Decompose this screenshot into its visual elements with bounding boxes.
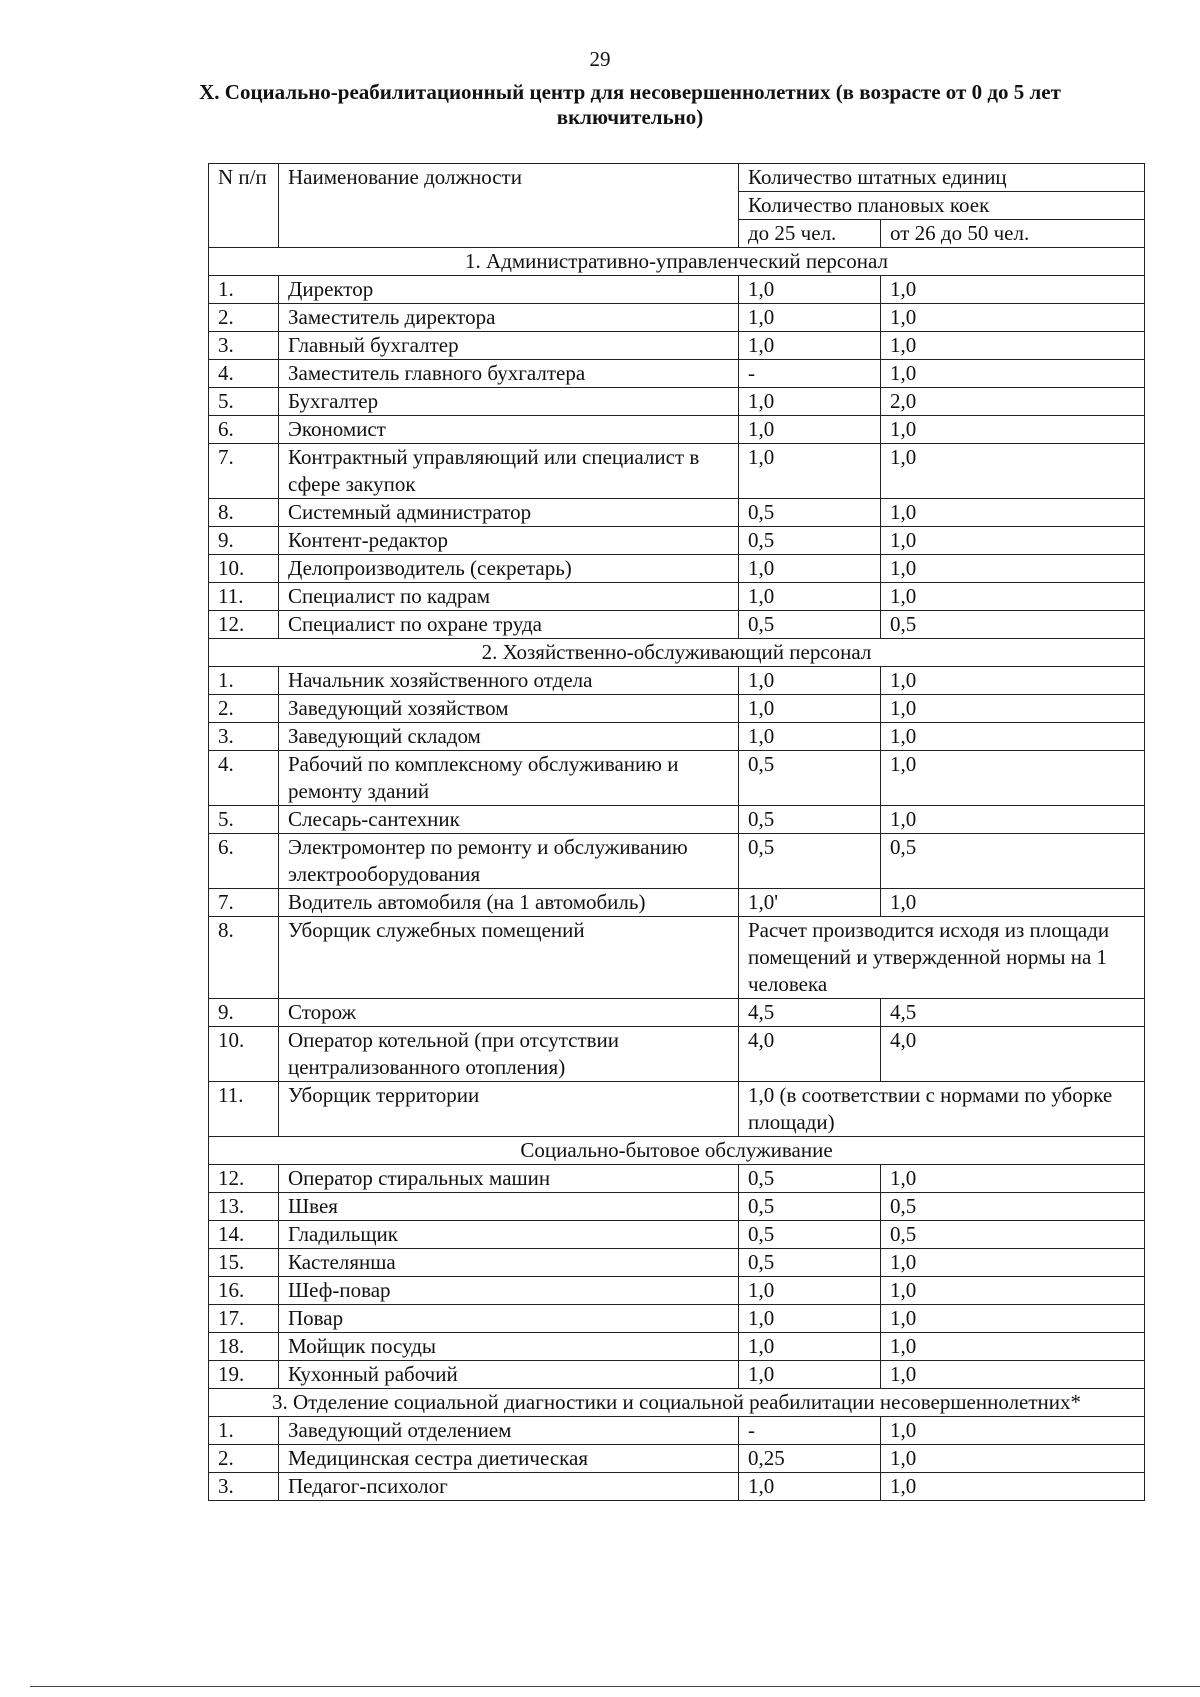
row-number: 11. <box>209 1082 279 1137</box>
units-up-to-25: 1,0 <box>739 444 881 499</box>
position-name: Кухонный рабочий <box>279 1361 739 1389</box>
position-name: Повар <box>279 1305 739 1333</box>
units-up-to-25: 0,5 <box>739 1221 881 1249</box>
units-26-to-50: 1,0 <box>881 1473 1145 1501</box>
units-26-to-50: 1,0 <box>881 555 1145 583</box>
table-header <box>209 164 1145 248</box>
row-number: 1. <box>209 667 279 695</box>
units-up-to-25: 1,0 <box>739 583 881 611</box>
units-26-to-50: 1,0 <box>881 444 1145 499</box>
units-26-to-50: 0,5 <box>881 611 1145 639</box>
position-name: Специалист по кадрам <box>279 583 739 611</box>
position-name: Системный администратор <box>279 499 739 527</box>
units-up-to-25: 4,0 <box>739 1027 881 1082</box>
position-name: Контрактный управляющий или специалист в сфере закупок <box>279 444 739 499</box>
units-26-to-50: 1,0 <box>881 1277 1145 1305</box>
position-name: Заместитель директора <box>279 304 739 332</box>
table-row <box>209 695 1145 723</box>
row-number: 3. <box>209 723 279 751</box>
table-body <box>209 248 1145 1501</box>
row-number: 18. <box>209 1333 279 1361</box>
table-row <box>209 416 1145 444</box>
row-number: 4. <box>209 751 279 806</box>
table-row <box>209 1249 1145 1277</box>
position-name: Слесарь-сантехник <box>279 806 739 834</box>
row-number: 1. <box>209 276 279 304</box>
row-number: 1. <box>209 1417 279 1445</box>
position-name: Экономист <box>279 416 739 444</box>
units-up-to-25: 1,0' <box>739 889 881 917</box>
row-number: 2. <box>209 304 279 332</box>
units-up-to-25: 1,0 <box>739 332 881 360</box>
units-26-to-50: 1,0 <box>881 695 1145 723</box>
table-row <box>209 611 1145 639</box>
units-26-to-50: 1,0 <box>881 527 1145 555</box>
units-up-to-25: 0,5 <box>739 834 881 889</box>
row-number: 2. <box>209 695 279 723</box>
table-row <box>209 583 1145 611</box>
section-header-row <box>209 1389 1145 1417</box>
table-row <box>209 1473 1145 1501</box>
units-26-to-50: 1,0 <box>881 1417 1145 1445</box>
units-up-to-25: 0,5 <box>739 1165 881 1193</box>
position-name: Контент-редактор <box>279 527 739 555</box>
units-26-to-50: 1,0 <box>881 723 1145 751</box>
document-title: X. Социально-реабилитационный центр для несовершеннолетних (в возрасте от 0 до 5 лет включительно) <box>199 80 1061 129</box>
position-name: Главный бухгалтер <box>279 332 739 360</box>
units-up-to-25: 1,0 <box>739 416 881 444</box>
table-row <box>209 1417 1145 1445</box>
table-row <box>209 1027 1145 1082</box>
header-col-a: до 25 чел. <box>739 220 881 248</box>
position-name: Мойщик посуды <box>279 1333 739 1361</box>
units-up-to-25: 1,0 <box>739 1305 881 1333</box>
units-26-to-50: 1,0 <box>881 667 1145 695</box>
page-number: 29 <box>589 47 611 71</box>
row-number: 10. <box>209 555 279 583</box>
units-up-to-25: 1,0 <box>739 667 881 695</box>
units-26-to-50: 1,0 <box>881 889 1145 917</box>
units-up-to-25: 1,0 <box>739 1473 881 1501</box>
row-number: 15. <box>209 1249 279 1277</box>
units-up-to-25: 1,0 <box>739 276 881 304</box>
position-name: Медицинская сестра диетическая <box>279 1445 739 1473</box>
row-number: 9. <box>209 999 279 1027</box>
units-26-to-50: 1,0 <box>881 1249 1145 1277</box>
units-26-to-50: 0,5 <box>881 1221 1145 1249</box>
staffing-table <box>208 163 1145 1501</box>
row-number: 5. <box>209 806 279 834</box>
position-name: Уборщик служебных помещений <box>279 917 739 999</box>
units-up-to-25: 1,0 <box>739 388 881 416</box>
table-row <box>209 917 1145 999</box>
table-row <box>209 555 1145 583</box>
table-row <box>209 276 1145 304</box>
units-26-to-50: 0,5 <box>881 834 1145 889</box>
position-name: Заведующий хозяйством <box>279 695 739 723</box>
units-up-to-25: 0,5 <box>739 1249 881 1277</box>
units-26-to-50: 1,0 <box>881 583 1145 611</box>
table-row <box>209 1221 1145 1249</box>
position-name: Уборщик территории <box>279 1082 739 1137</box>
units-26-to-50: 1,0 <box>881 360 1145 388</box>
units-up-to-25: 1,0 <box>739 1277 881 1305</box>
units-26-to-50: 1,0 <box>881 416 1145 444</box>
row-number: 7. <box>209 444 279 499</box>
position-name: Швея <box>279 1193 739 1221</box>
table-row <box>209 751 1145 806</box>
row-number: 6. <box>209 834 279 889</box>
header-position: Наименование должности <box>279 164 739 248</box>
merged-units-note: Расчет производится исходя из площади помещений и утвержденной нормы на 1 человека <box>739 917 1145 999</box>
units-up-to-25: 0,5 <box>739 611 881 639</box>
units-26-to-50: 1,0 <box>881 1333 1145 1361</box>
position-name: Заведующий отделением <box>279 1417 739 1445</box>
row-number: 10. <box>209 1027 279 1082</box>
row-number: 16. <box>209 1277 279 1305</box>
header-num: N п/п <box>209 164 279 248</box>
units-26-to-50: 4,0 <box>881 1027 1145 1082</box>
table-row <box>209 332 1145 360</box>
units-up-to-25: 1,0 <box>739 695 881 723</box>
units-26-to-50: 2,0 <box>881 388 1145 416</box>
units-up-to-25: 1,0 <box>739 1333 881 1361</box>
row-number: 4. <box>209 360 279 388</box>
units-up-to-25: 1,0 <box>739 1361 881 1389</box>
units-up-to-25: 0,25 <box>739 1445 881 1473</box>
units-26-to-50: 1,0 <box>881 1165 1145 1193</box>
section-header-row <box>209 1137 1145 1165</box>
row-number: 2. <box>209 1445 279 1473</box>
table-row <box>209 527 1145 555</box>
table-row <box>209 667 1145 695</box>
position-name: Заместитель главного бухгалтера <box>279 360 739 388</box>
table-row <box>209 889 1145 917</box>
units-26-to-50: 0,5 <box>881 1193 1145 1221</box>
section-header-row <box>209 639 1145 667</box>
header-planned-beds: Количество плановых коек <box>739 192 1145 220</box>
table-row <box>209 388 1145 416</box>
position-name: Директор <box>279 276 739 304</box>
row-number: 12. <box>209 1165 279 1193</box>
row-number: 11. <box>209 583 279 611</box>
table-row <box>209 1082 1145 1137</box>
units-up-to-25: 1,0 <box>739 723 881 751</box>
table-row <box>209 1361 1145 1389</box>
position-name: Бухгалтер <box>279 388 739 416</box>
units-26-to-50: 1,0 <box>881 1445 1145 1473</box>
row-number: 3. <box>209 1473 279 1501</box>
position-name: Рабочий по комплексному обслуживанию и ремонту зданий <box>279 751 739 806</box>
units-up-to-25: 1,0 <box>739 304 881 332</box>
row-number: 12. <box>209 611 279 639</box>
section-title: 2. Хозяйственно-обслуживающий персонал <box>209 639 1145 667</box>
row-number: 13. <box>209 1193 279 1221</box>
position-name: Заведующий складом <box>279 723 739 751</box>
table-row <box>209 723 1145 751</box>
units-up-to-25: 4,5 <box>739 999 881 1027</box>
table-row <box>209 304 1145 332</box>
table-row <box>209 806 1145 834</box>
units-up-to-25: 0,5 <box>739 527 881 555</box>
row-number: 19. <box>209 1361 279 1389</box>
position-name: Педагог-психолог <box>279 1473 739 1501</box>
position-name: Кастелянша <box>279 1249 739 1277</box>
table-row <box>209 1193 1145 1221</box>
row-number: 8. <box>209 917 279 999</box>
units-26-to-50: 4,5 <box>881 999 1145 1027</box>
position-name: Начальник хозяйственного отдела <box>279 667 739 695</box>
units-26-to-50: 1,0 <box>881 751 1145 806</box>
units-up-to-25: - <box>739 1417 881 1445</box>
units-up-to-25: 0,5 <box>739 499 881 527</box>
row-number: 7. <box>209 889 279 917</box>
table-row <box>209 834 1145 889</box>
units-26-to-50: 1,0 <box>881 332 1145 360</box>
table-row <box>209 1305 1145 1333</box>
units-up-to-25: 1,0 <box>739 555 881 583</box>
position-name: Оператор котельной (при отсутствии централизованного отопления) <box>279 1027 739 1082</box>
row-number: 5. <box>209 388 279 416</box>
table-row <box>209 1165 1145 1193</box>
table-row <box>209 1277 1145 1305</box>
position-name: Специалист по охране труда <box>279 611 739 639</box>
table-row <box>209 444 1145 499</box>
merged-units-note: 1,0 (в соответствии с нормами по уборке площади) <box>739 1082 1145 1137</box>
position-name: Делопроизводитель (секретарь) <box>279 555 739 583</box>
table-row <box>209 360 1145 388</box>
row-number: 3. <box>209 332 279 360</box>
units-26-to-50: 1,0 <box>881 499 1145 527</box>
units-up-to-25: 0,5 <box>739 806 881 834</box>
section-header-row <box>209 248 1145 276</box>
units-26-to-50: 1,0 <box>881 1361 1145 1389</box>
table-row <box>209 1333 1145 1361</box>
units-26-to-50: 1,0 <box>881 276 1145 304</box>
units-up-to-25: 0,5 <box>739 1193 881 1221</box>
position-name: Оператор стиральных машин <box>279 1165 739 1193</box>
row-number: 14. <box>209 1221 279 1249</box>
section-title: 1. Административно-управленческий персонал <box>209 248 1145 276</box>
table-row <box>209 999 1145 1027</box>
position-name: Сторож <box>279 999 739 1027</box>
section-title: Социально-бытовое обслуживание <box>209 1137 1145 1165</box>
position-name: Гладильщик <box>279 1221 739 1249</box>
position-name: Электромонтер по ремонту и обслуживанию электрооборудования <box>279 834 739 889</box>
table-row <box>209 1445 1145 1473</box>
section-title: 3. Отделение социальной диагностики и социальной реабилитации несовершеннолетних* <box>209 1389 1145 1417</box>
units-up-to-25: 0,5 <box>739 751 881 806</box>
row-number: 8. <box>209 499 279 527</box>
units-up-to-25: - <box>739 360 881 388</box>
row-number: 6. <box>209 416 279 444</box>
row-number: 9. <box>209 527 279 555</box>
position-name: Шеф-повар <box>279 1277 739 1305</box>
position-name: Водитель автомобиля (на 1 автомобиль) <box>279 889 739 917</box>
header-col-b: от 26 до 50 чел. <box>881 220 1145 248</box>
units-26-to-50: 1,0 <box>881 806 1145 834</box>
table-row <box>209 499 1145 527</box>
header-staff-units: Количество штатных единиц <box>739 164 1145 192</box>
bottom-rule <box>30 1686 1200 1687</box>
row-number: 17. <box>209 1305 279 1333</box>
units-26-to-50: 1,0 <box>881 1305 1145 1333</box>
units-26-to-50: 1,0 <box>881 304 1145 332</box>
